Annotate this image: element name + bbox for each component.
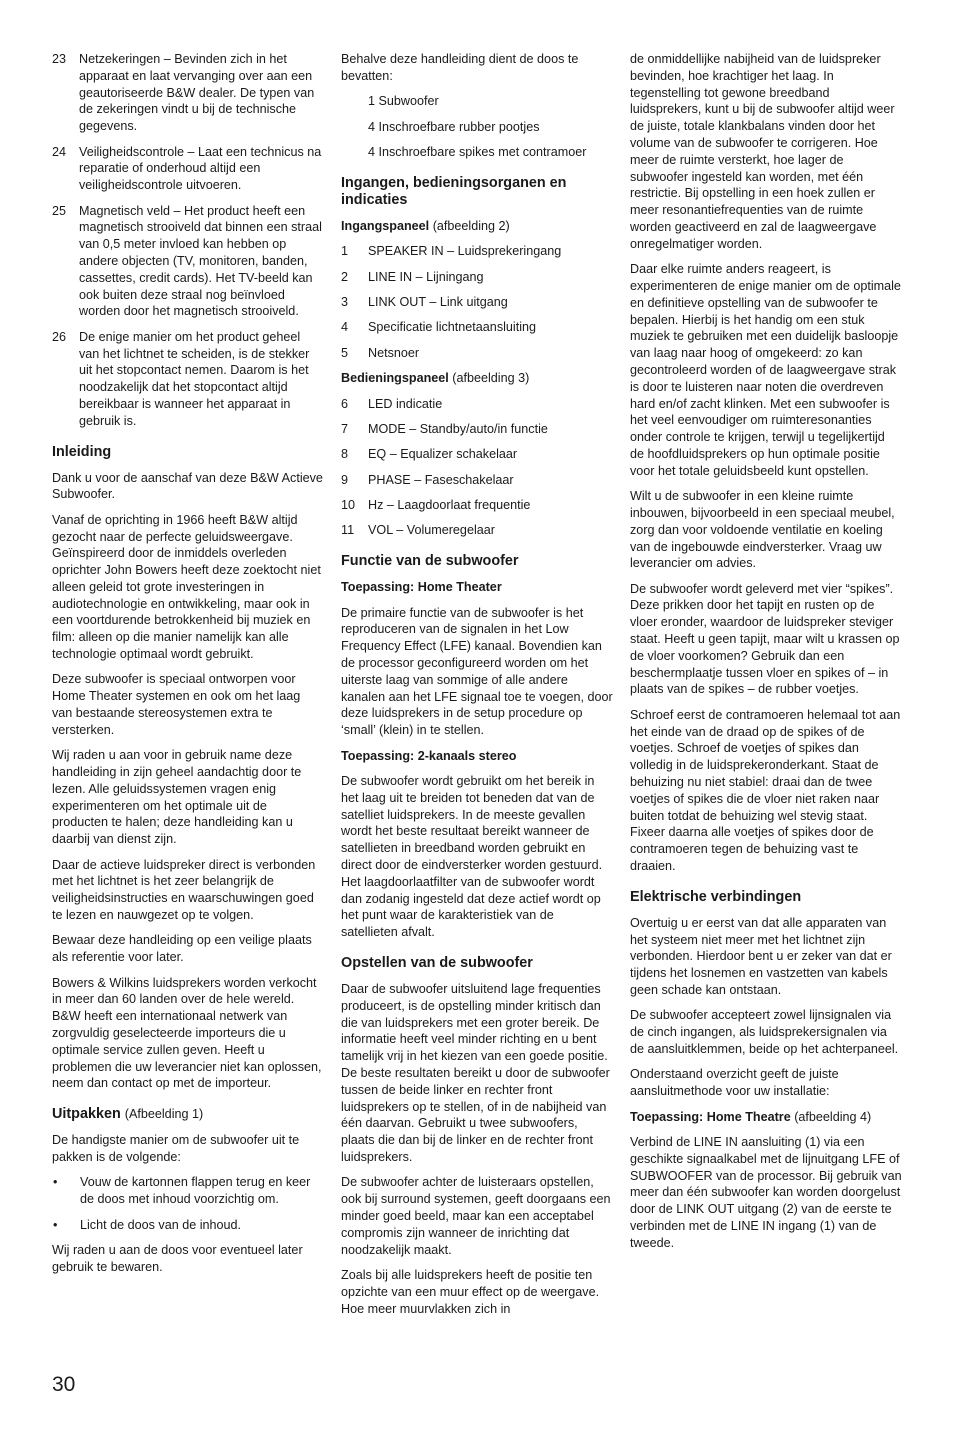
item-text: EQ – Equalizer schakelaar [368, 447, 518, 462]
inleiding-paragraph: Bewaar deze handleiding op een veilige plaats als referentie voor later. [52, 933, 312, 965]
elektrische-paragraph: Overtuig u er eerst van dat alle apparaten van het systeem niet meer met het lichtnet zijn verbonden. Hierdoor bent u er zeker van dat er tijdens het losnemen en vastzetten van kabels geen schade kan ontstaan. [630, 915, 892, 998]
toepassing-stereo-label [341, 748, 613, 765]
opstellen-paragraph: Daar de subwoofer uitsluitend lage frequenties produceert, is de opstelling minder kritisch dan die van luidsprekers met een groter bereik. De informatie heeft veel minder richting en u bent tamelijk vrij in het kiezen van een goede positie. De beste resultaten bereikt u door de subwoofer tussen de beide linker en rechter front luidsprekers op te stellen, of in de nabijheid van één daarvan. Gebruikt u twee subwoofers, plaats die dan bij de linker en de rechter front luidsprekers. [341, 981, 610, 1164]
opstellen-paragraph: De subwoofer achter de luisteraars opstellen, ook bij surround systemen, geeft doorgaans een minder goed beeld, maar kan een acceptabel compromis zijn wanneer de inrichting dat noodzakelijk maakt. [341, 1175, 611, 1257]
bullet-icon: • [53, 1217, 58, 1232]
item-number: 5 [341, 345, 349, 360]
connector-item [341, 269, 613, 286]
list-item [52, 1174, 324, 1208]
item-number: 7 [341, 421, 349, 436]
item-text: LED indicatie [368, 396, 443, 411]
box-contents-intro: Behalve deze handleiding dient de doos te bevatten: [341, 52, 579, 83]
box-item: 4 Inschroefbare spikes met contramoer [368, 144, 587, 159]
box-item: 1 Subwoofer [368, 94, 439, 109]
item-text: SPEAKER IN – Luidsprekeringang [368, 244, 562, 259]
toepassing-home-theater-title: Toepassing: Home Theater [341, 580, 502, 595]
bullet-text: Vouw de kartonnen flappen terug en keer de doos met inhoud voorzichtig om. [80, 1175, 311, 1207]
item-number: 24 [52, 144, 67, 159]
functie-paragraph: De primaire functie van de subwoofer is het reproduceren van de signalen in het Low Frequency Effect (LFE) kanaal. Bovendien kan de processor geconfigureerd worden om het uiterste laag van sommige of alle andere kanalen aan het LFE signaal toe te voegen, door deze luidsprekers in de setup procedure op ‘small’ (klein) in te stellen. [341, 605, 613, 738]
item-text: Veiligheidscontrole – Laat een technicus na reparatie of onderhoud altijd een veiligheidscontrole uitvoeren. [79, 144, 322, 193]
inleiding-paragraph: Wij raden u aan voor in gebruik name deze handleiding in zijn geheel aandachtig door te lezen. Alle geluidssystemen vragen enig experimenteren om het optimale uit de producten te halen; deze handleiding kan u daarbij van dienst zijn. [52, 748, 302, 847]
safety-item-25 [52, 203, 324, 321]
functie-paragraph: De subwoofer wordt gebruikt om het bereik in het laag uit te breiden tot beneden dat van de satelliet luidsprekers. In de meeste gevallen wordt het beste resultaat bereikt wanneer de satellieten in breedband worden gebruikt en direct door de eindversterker worden gestuurd. Het laagdoorlaatfilter van de subwoofer wordt dan zodanig ingesteld dat deze actief wordt op het punt waar de karakteristiek van de satellieten afvalt. [341, 774, 603, 940]
item-number: 6 [341, 396, 349, 411]
placement-paragraph: Daar elke ruimte anders reageert, is experimenteren de enige manier om de optimale en definitieve opstelling van de subwoofer te bepalen. Hierbij is het handig om een stuk muziek te gebruiken met een duidelijk basloopje van laag naar hoog of omgekeerd: zo kan gecontroleerd worden of de laagweergave strak is door te luisteren naar noten die overdreven hard en/of zacht klinken. Met een subwoofer is het veel eenvoudiger om ruimteresonanties onder controle te krijgen, terwijl u tegelijkertijd de hoofdluidsprekers op hun optimale positie voor het totale geluidsbeeld kunt opstellen. [630, 262, 901, 478]
item-text: MODE – Standby/auto/in functie [368, 421, 548, 436]
uitpakken-heading [52, 1106, 324, 1123]
toepassing-home-theatre-title: Toepassing: Home Theatre [630, 1109, 791, 1124]
box-item: 4 Inschroefbare rubber pootjes [368, 119, 540, 134]
elektrische-paragraph: De subwoofer accepteert zowel lijnsignalen via de cinch ingangen, als luidsprekersignalen via de aansluitklemmen, beide op het achterpaneel. [630, 1008, 899, 1056]
safety-item-23 [52, 51, 324, 135]
item-text: Specificatie lichtnetaansluiting [368, 320, 537, 335]
connection-paragraph: Verbind de LINE IN aansluiting (1) via een geschikte signaalkabel met de lijnuitgang LFE of SUBWOOFER van de processor. Bij gebruik van meer dan één subwoofer kan worden doorgelust door de LINK OUT uitgang (2) van de eerste te verbinden met de LINE IN ingang (1) van de tweede. [630, 1134, 902, 1250]
inleiding-paragraph: Dank u voor de aanschaf van deze B&W Actieve Subwoofer. [52, 470, 323, 502]
column-1 [52, 51, 324, 1284]
control-item [341, 446, 613, 463]
placement-paragraph: Wilt u de subwoofer in een kleine ruimte inbouwen, bijvoorbeeld in een speciaal meubel, zorg dan voor voldoende ventilatie en koeling van de ingebouwde eindversterker. Vraag uw leverancier om advies. [630, 489, 895, 571]
elektrische-heading: Elektrische verbindingen [630, 888, 802, 905]
safety-item-26 [52, 329, 324, 430]
connector-item [341, 243, 613, 260]
control-item [341, 472, 613, 489]
item-number: 23 [52, 52, 67, 66]
inleiding-paragraph: Deze subwoofer is speciaal ontworpen voor Home Theater systemen en ook om het laag van bestaande stereosystemen extra te versterken. [52, 672, 301, 737]
ingangspaneel-title: Ingangspaneel [341, 218, 430, 233]
column-3 [630, 51, 902, 1260]
page-number: 30 [52, 1373, 76, 1396]
item-number: 2 [341, 269, 349, 284]
inleiding-paragraph: Vanaf de oprichting in 1966 heeft B&W altijd gezocht naar de perfecte geluidsweergave. Geïnspireerd door de inmiddels overleden oprichter John Bowers heeft deze zoektocht niet alleen geleid tot grote investeringen in audiotechnologie en ontwikkeling, maar ook in een voortdurende betrokkenheid bij muziek en film: alleen op die manier namelijk kan alle technologie optimaal wordt gebruikt. [52, 512, 321, 662]
safety-item-24 [52, 144, 324, 194]
item-text: LINE IN – Lijningang [368, 269, 484, 284]
item-number: 8 [341, 447, 349, 462]
item-number: 4 [341, 320, 349, 335]
control-item [341, 522, 613, 539]
functie-heading: Functie van de subwoofer [341, 553, 519, 570]
placement-paragraph: de onmiddellijke nabijheid van de luidspreker bevinden, hoe krachtiger het laag. In tegenstelling tot gewone breedband luidsprekers, kunt u bij de subwoofer altijd weer de juiste, totale klankbalans vinden door het volume van de subwoofer te corrigeren. Hoe meer de ruimte versterkt, hoe lager de subwoofer ingesteld kan worden, met één restrictie. Bij opstelling in een hoek zullen er meer resonantiefrequenties van de ruimte worden geactiveerd en zal de laagweergave onregelmatiger worden. [630, 52, 895, 251]
list-item [52, 1217, 324, 1234]
opstellen-paragraph: Zoals bij alle luidsprekers heeft de positie ten opzichte van een muur effect op de weergave. Hoe meer muurvlakken zich in [341, 1267, 600, 1316]
item-text: VOL – Volumeregelaar [368, 523, 495, 538]
ingangen-heading: Ingangen, bedieningsorganen en indicaties [341, 174, 567, 208]
item-number: 10 [341, 498, 356, 513]
item-text: Netsnoer [368, 345, 420, 360]
connector-item [341, 319, 613, 336]
control-item [341, 421, 613, 438]
uitpakken-outro: Wij raden u aan de doos voor eventueel later gebruik te bewaren. [52, 1242, 303, 1274]
placement-paragraph: De subwoofer wordt geleverd met vier “spikes”. Deze prikken door het tapijt en rusten op de vloer eronder, waardoor de luidspreker steviger staat. Heeft u geen tapijt, maar wilt u krassen op de vloer voorkomen? Gebruik dan een beschermplaatje tussen vloer en spikes of – in plaats van de spikes – de rubber voetjes. [630, 581, 900, 697]
toepassing-figure-ref: (afbeelding 4) [794, 1109, 872, 1124]
item-number: 9 [341, 472, 349, 487]
item-number: 1 [341, 244, 349, 259]
toepassing-home-theater-label [341, 579, 613, 596]
elektrische-paragraph: Onderstaand overzicht geeft de juiste aansluitmethode voor uw installatie: [630, 1067, 839, 1099]
item-text: PHASE – Faseschakelaar [368, 472, 514, 487]
uitpakken-intro: De handigste manier om de subwoofer uit te pakken is de volgende: [52, 1133, 300, 1164]
item-text: Hz – Laagdoorlaat frequentie [368, 498, 531, 513]
uitpakken-title: Uitpakken [52, 1106, 121, 1123]
inleiding-heading: Inleiding [52, 443, 112, 460]
bullet-text: Licht de doos van de inhoud. [80, 1217, 242, 1232]
item-text: Magnetisch veld – Het product heeft een magnetisch strooiveld dat binnen een straal van 0,5 meter invloed kan hebben op andere objecten (TV, monitoren, banden, cassettes, credit cards). Het TV-beeld kan ook buiten deze straal nog beïnvloed worden door het magnetisch strooiveld. [79, 203, 322, 319]
control-item [341, 396, 613, 413]
bullet-icon: • [53, 1175, 58, 1190]
opstellen-heading: Opstellen van de subwoofer [341, 954, 533, 971]
toepassing-home-theatre-label [630, 1109, 902, 1126]
item-number: 26 [52, 329, 67, 344]
ingangspaneel-figure-ref: (afbeelding 2) [432, 218, 510, 233]
bedieningspaneel-label [341, 370, 613, 387]
connector-item [341, 294, 613, 311]
control-item [341, 497, 613, 514]
inleiding-paragraph: Daar de actieve luidspreker direct is verbonden met het lichtnet is het zeer belangrijk de veiligheidsinstructies en waarschuwingen goed te lezen en nauwgezet op te volgen. [52, 857, 316, 923]
item-text: De enige manier om het product geheel van het lichtnet te scheiden, is de stekker uit het stopcontact nemen. Daarom is het noodzakelijk dat het stopcontact altijd bereikbaar is wanneer het apparaat in gebruik is. [79, 329, 310, 428]
item-number: 11 [341, 523, 355, 538]
bedieningspaneel-title: Bedieningspaneel [341, 371, 449, 386]
uitpakken-figure-ref: (Afbeelding 1) [124, 1107, 204, 1122]
connector-item [341, 345, 613, 362]
column-2 [341, 51, 613, 1326]
item-number: 3 [341, 294, 349, 309]
item-number: 25 [52, 203, 67, 218]
placement-paragraph: Schroef eerst de contramoeren helemaal tot aan het einde van de draad op de spikes of de voetjes. Schroef de voetjes of spikes dan volledig in de luidsprekeronderkant. Staat de behuizing nu niet stabiel: draai dan de twee voetjes of spikes die de vloer niet raken naar buiten totdat de behuizing wel stevig staat. Fixeer daarna alle voetjes of spikes door de contramoeren tegen de behuizing vast te draaien. [630, 707, 901, 874]
inleiding-paragraph: Bowers & Wilkins luidsprekers worden verkocht in meer dan 60 landen over de hele wereld. B&W heeft een internationaal netwerk van zorgvuldig geselecteerde importeurs die u optimale service zullen geven. Heeft u problemen die uw leverancier niet kan oplossen, neem dan contact op met de importeur. [52, 975, 322, 1091]
ingangspaneel-label [341, 218, 613, 235]
item-text: Netzekeringen – Bevinden zich in het apparaat en laat vervanging over aan een geautoriseerde B&W dealer. De typen van de zekeringen vindt u bij de technische gegevens. [79, 52, 315, 134]
toepassing-stereo-title: Toepassing: 2-kanaals stereo [341, 748, 517, 763]
bedieningspaneel-figure-ref: (afbeelding 3) [452, 371, 530, 386]
item-text: LINK OUT – Link uitgang [368, 294, 508, 309]
